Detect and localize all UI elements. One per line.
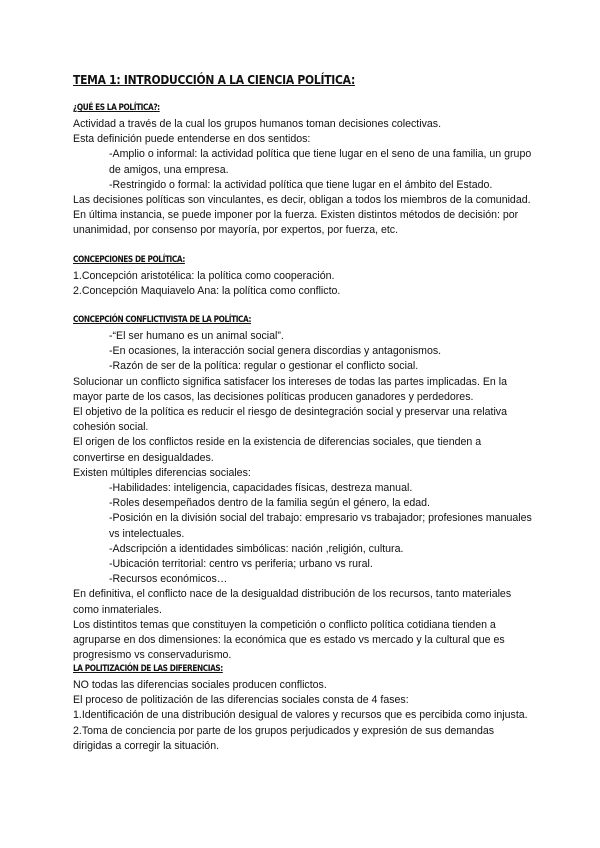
indented-item: -Habilidades: inteligencia, capacidades físicas, destreza manual. <box>109 482 413 495</box>
paragraph: NO todas las diferencias sociales producen conflictos. <box>73 679 327 691</box>
indented-item: -Ubicación territorial: centro vs periferia; urbano vs rural. <box>109 558 373 571</box>
paragraph: 2.Toma de conciencia por parte de los grupos perjudicados y expresión de sus demandas dirigidas a corregir la situación. <box>73 724 495 752</box>
paragraph: Esta definición puede entenderse en dos sentidos: <box>73 133 311 146</box>
indented-item: -Restringido o formal: la actividad política que tiene lugar en el ámbito del Estado. <box>109 178 493 191</box>
paragraph: 2.Concepción Maquiavelo Ana: la política como conflicto. <box>73 285 341 298</box>
document-title: TEMA 1: INTRODUCCIÓN A LA CIENCIA POLÍTICA: <box>73 72 355 87</box>
paragraph: El origen de los conflictos reside en la existencia de diferencias sociales, que tienden a convertirse en desigualdades. <box>73 436 482 464</box>
indented-item: -Posición en la división social del trabajo: empresario vs trabajador; profesiones manuales vs intelectuales. <box>109 512 532 540</box>
paragraph: Solucionar un conflicto significa satisfacer los intereses de todas las partes implicadas. En la mayor parte de los casos, las decisiones políticas producen ganadores y perdedores. <box>73 375 507 403</box>
paragraph: 1.Concepción aristotélica: la política como cooperación. <box>73 270 335 282</box>
indented-item: -Amplio o informal: la actividad política que tiene lugar en el seno de una familia, un grupo de amigos, una empresa. <box>109 148 532 176</box>
section-heading: ¿QUÉ ES LA POLÍTICA?: <box>73 103 160 113</box>
paragraph: Existen múltiples diferencias sociales: <box>73 466 251 479</box>
paragraph: Actividad a través de la cual los grupos humanos toman decisiones colectivas. <box>73 118 442 130</box>
paragraph: En definitiva, el conflicto nace de la desigualdad distribución de los recursos, tanto materiales como inmateriales. <box>73 588 512 616</box>
indented-item: -Roles desempeñados dentro de la familia según el género, la edad. <box>109 497 430 510</box>
indented-item: -Recursos económicos… <box>109 573 228 586</box>
section-concepcion-conflictivista <box>73 313 533 663</box>
paragraph: 1.Identificación de una distribución desigual de valores y recursos que es percibida como injusta. <box>73 709 528 722</box>
indented-item: -En ocasiones, la interacción social genera discordias y antagonismos. <box>109 345 442 358</box>
section-que-es-la-politica <box>73 101 533 239</box>
section-concepciones <box>73 253 533 299</box>
indented-item: -Adscripción a identidades simbólicas: nación ,religión, cultura. <box>109 542 404 555</box>
section-politizacion <box>73 662 533 754</box>
section-heading: CONCEPCIONES DE POLÍTICA: <box>73 255 185 265</box>
indented-item: -“El ser humano es un animal social”. <box>109 330 284 342</box>
section-heading: LA POLITIZACIÓN DE LAS DIFERENCIAS: <box>73 664 223 674</box>
indented-item: -Razón de ser de la política: regular o gestionar el conflicto social. <box>109 360 419 373</box>
paragraph: El proceso de politización de las diferencias sociales consta de 4 fases: <box>73 694 409 707</box>
paragraph: Los distintitos temas que constituyen la competición o conflicto política cotidiana tienden a agruparse en dos dimensiones: la económica que es estado vs mercado y la cultural que es progresismo vs conservadurismo. <box>73 618 505 662</box>
paragraph: El objetivo de la política es reducir el riesgo de desintegración social y preservar una relativa cohesión social. <box>73 406 507 434</box>
paragraph: Las decisiones políticas son vinculantes, es decir, obligan a todos los miembros de la comunidad. En última instancia, se puede imponer por la fuerza. Existen distintos métodos de decisión: por unanimidad, por consenso por mayoría, por expertos, por fuerza, etc. <box>73 194 531 237</box>
section-heading: CONCEPCIÓN CONFLICTIVISTA DE LA POLÍTICA: <box>73 315 252 325</box>
